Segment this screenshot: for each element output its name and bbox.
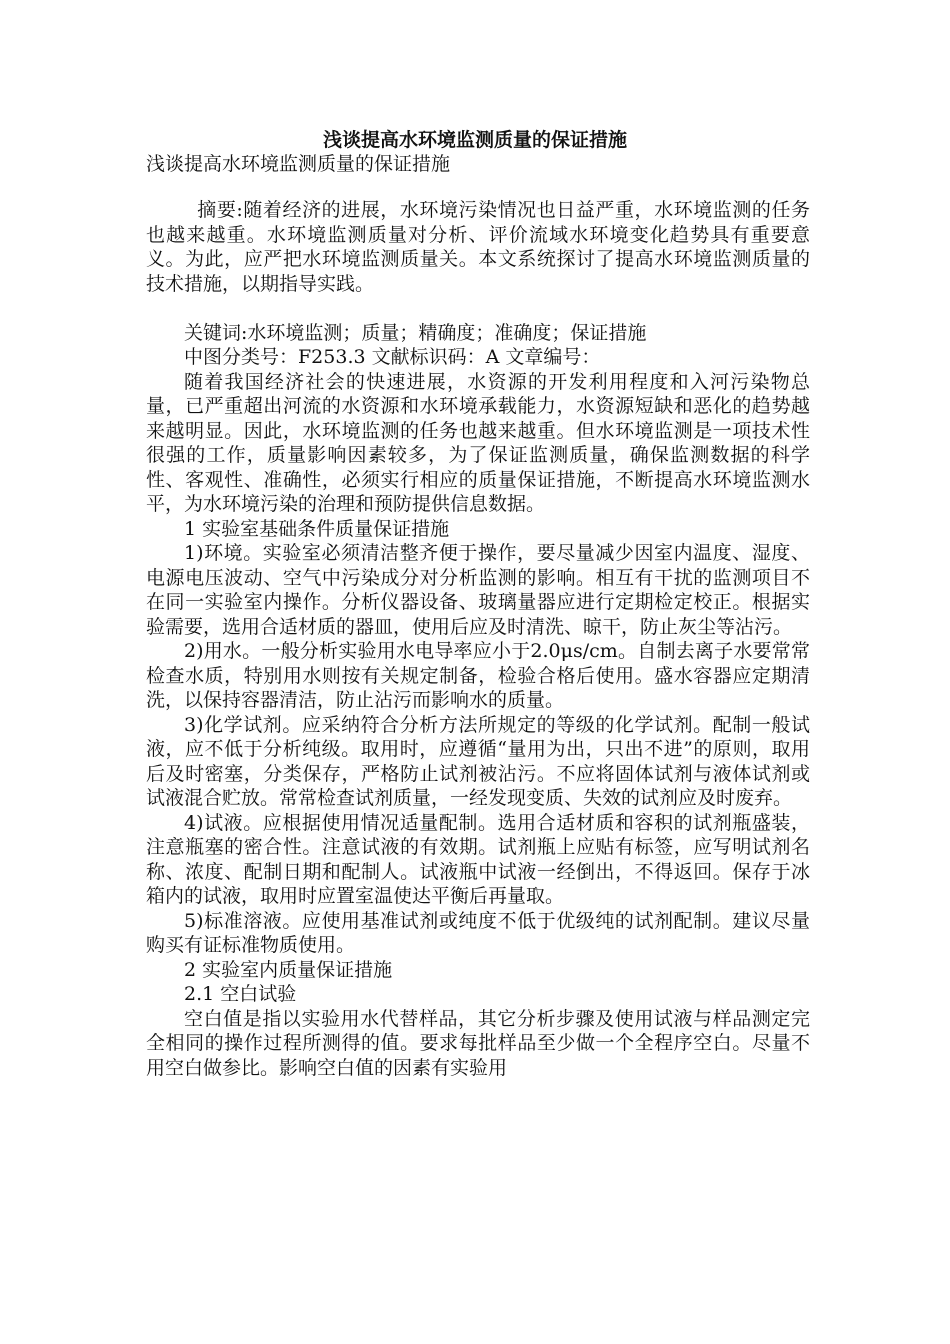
section-heading: 2 实验室内质量保证措施 (184, 958, 393, 981)
keywords-line: 关键词:水环境监测；质量；精确度；准确度；保证措施 (184, 321, 647, 344)
body-paragraph: 1)环境。实验室必须清洁整齐便于操作，要尽量减少因室内温度、湿度、电源电压波动、空气中污染成分对分析监测的影响。相互有干扰的监测项目不在同一实验室内操作。分析仪器设备、玻璃量器应进行定期检定校正。根据实验需要，选用合适材质的器皿，使用后应及时清洗、晾干，防止灰尘等沾污。 (146, 542, 810, 638)
document-title: 浅谈提高水环境监测质量的保证措施 (322, 129, 627, 151)
subsection-heading: 2.1 空白试验 (184, 983, 297, 1005)
document-subtitle: 浅谈提高水环境监测质量的保证措施 (146, 153, 451, 175)
classification-line: 中图分类号：F253.3 文献标识码：A 文章编号： (184, 346, 601, 368)
document-body (146, 198, 810, 1080)
abstract-paragraph: 摘要:随着经济的进展，水环境污染情况也日益严重，水环境监测的任务也越来越重。水环境监测质量对分析、评价流域水环境变化趋势具有重要意义。为此，应严把水环境监测质量关。本文系统探讨了提高水环境监测质量的技术措施，以期指导实践。 (146, 199, 810, 295)
body-paragraph: 随着我国经济社会的快速进展，水资源的开发利用程度和入河污染物总量，已严重超出河流的水资源和水环境承载能力，水资源短缺和恶化的趋势越来越明显。因此，水环境监测的任务也越来越重。但水环境监测是一项技术性很强的工作，质量影响因素较多，为了保证监测质量，确保监测数据的科学性、客观性、准确性，必须实行相应的质量保证措施，不断提高水环境监测水平，为水环境污染的治理和预防提供信息数据。 (146, 370, 810, 515)
section-heading: 1 实验室基础条件质量保证措施 (184, 517, 450, 540)
body-paragraph: 4)试液。应根据使用情况适量配制。选用合适材质和容积的试剂瓶盛装，注意瓶塞的密合性。注意试液的有效期。试剂瓶上应贴有标签，应写明试剂名称、浓度、配制日期和配制人。试液瓶中试液一经倒出，不得返回。保存于冰箱内的试液，取用时应置室温使达平衡后再量取。 (146, 811, 810, 907)
paragraph-spacer (146, 296, 810, 321)
body-paragraph: 2)用水。一般分析实验用水电导率应小于2.0μs/cm。自制去离子水要常常检查水质，特别用水则按有关规定制备，检验合格后使用。盛水容器应定期清洗，以保持容器清洁，防止沾污而影响水的质量。 (146, 640, 810, 711)
body-paragraph: 5)标准溶液。应使用基准试剂或纯度不低于优级纯的试剂配制。建议尽量购买有证标准物质使用。 (146, 909, 810, 956)
body-paragraph: 空白值是指以实验用水代替样品，其它分析步骤及使用试液与样品测定完全相同的操作过程所测得的值。要求每批样品至少做一个全程序空白。尽量不用空白做参比。影响空白值的因素有实验用 (146, 1007, 810, 1079)
body-paragraph: 3)化学试剂。应采纳符合分析方法所规定的等级的化学试剂。配制一般试液，应不低于分析纯级。取用时，应遵循“量用为出，只出不进”的原则，取用后及时密塞，分类保存，严格防止试剂被沾污。不应将固体试剂与液体试剂或试液混合贮放。常常检查试剂质量，一经发现变质、失效的试剂应及时废弃。 (146, 713, 810, 809)
